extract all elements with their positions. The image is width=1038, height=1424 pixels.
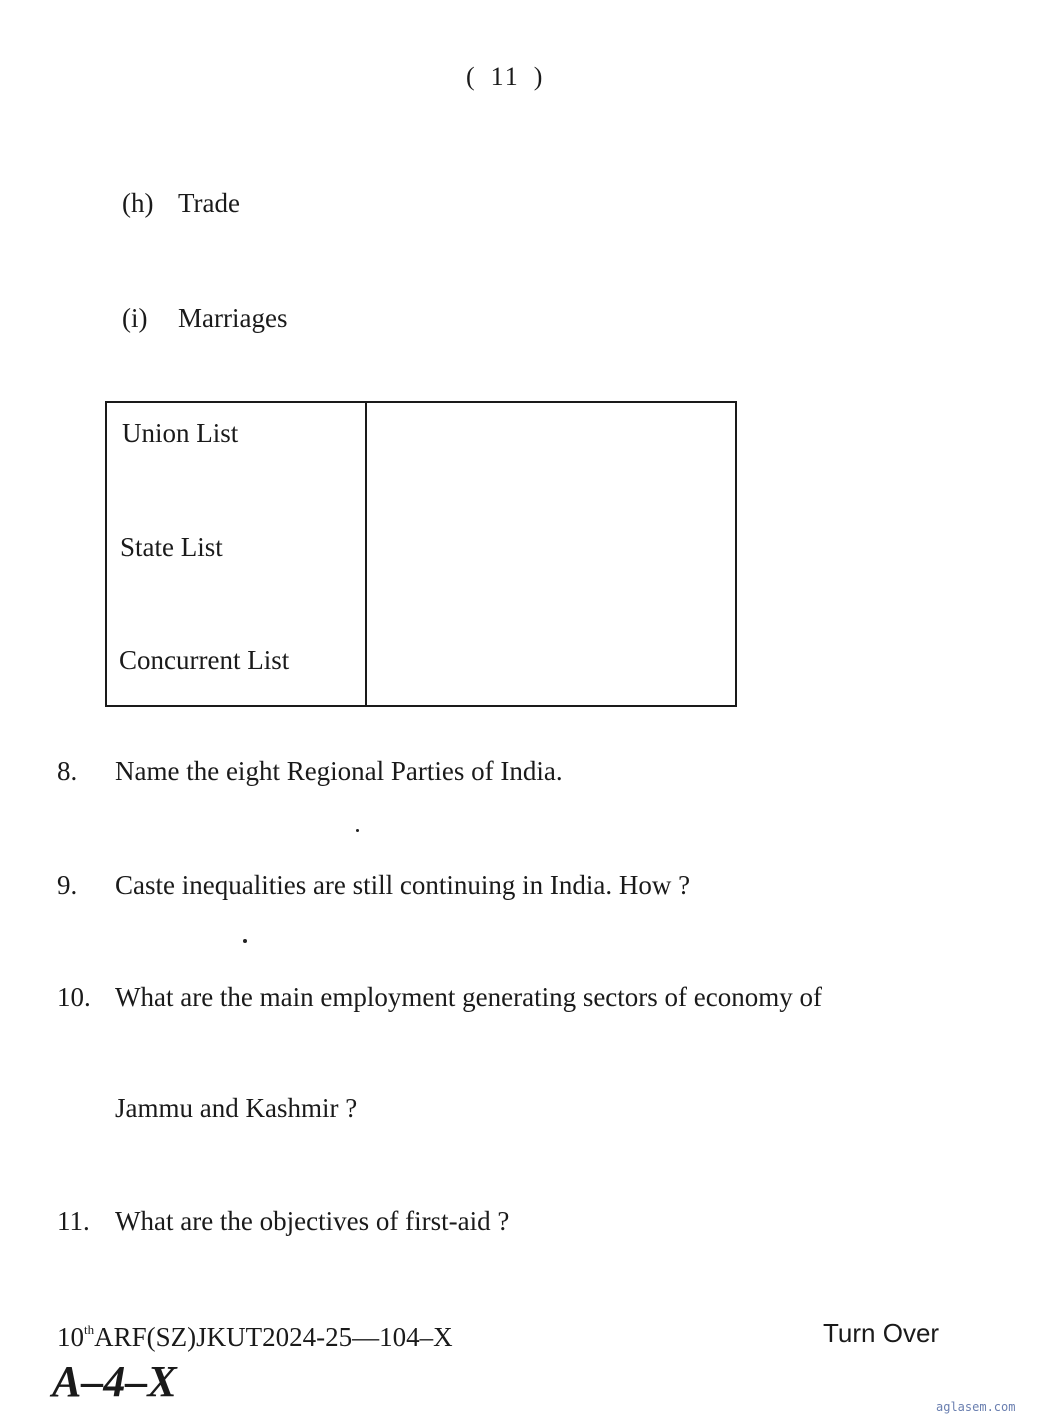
- question-text: Name the eight Regional Parties of India.: [115, 756, 563, 786]
- question-10: [57, 982, 822, 1013]
- question-9: [57, 870, 690, 901]
- question-text: What are the objectives of first-aid ?: [115, 1206, 510, 1236]
- sub-item-marker: (i): [122, 303, 148, 333]
- scan-speck: [356, 829, 359, 832]
- table-row-label-concurrent: Concurrent List: [119, 645, 290, 675]
- question-10-continuation: [115, 1093, 357, 1124]
- page-number-open: (: [466, 62, 477, 91]
- scan-speck: [243, 939, 247, 943]
- paper-code-prefix: 10: [57, 1322, 84, 1352]
- page-number-value: 11: [490, 62, 520, 91]
- question-11: [57, 1206, 509, 1237]
- sub-item-h: [122, 188, 240, 219]
- table-row-label-state: State List: [120, 532, 223, 562]
- watermark: aglasem.com: [936, 1400, 1016, 1414]
- question-number: 8.: [57, 756, 78, 786]
- question-number: 11.: [57, 1206, 90, 1236]
- paper-code: [57, 1322, 453, 1353]
- list-classification-table: [105, 401, 737, 707]
- question-text: What are the main employment generating sectors of economy of: [115, 982, 822, 1012]
- sub-item-marker: (h): [122, 188, 154, 218]
- paper-code-rest: ARF(SZ)JKUT2024-25—104–X: [94, 1322, 453, 1352]
- table-column-divider: [365, 403, 367, 705]
- question-text: Caste inequalities are still continuing in India. How ?: [115, 870, 691, 900]
- sub-item-text: Trade: [178, 188, 241, 218]
- paper-code-superscript: th: [84, 1322, 95, 1337]
- sub-item-i: [122, 303, 287, 334]
- question-8: [57, 756, 563, 787]
- question-number: 10.: [57, 982, 91, 1012]
- question-number: 9.: [57, 870, 78, 900]
- turn-over-label: Turn Over: [823, 1318, 940, 1348]
- series-code: A–4–X: [52, 1357, 177, 1406]
- table-row-label-union: Union List: [122, 418, 239, 448]
- sub-item-text: Marriages: [178, 303, 288, 333]
- page-number: [466, 62, 544, 92]
- page-number-close: ): [533, 62, 545, 91]
- question-text-continuation: Jammu and Kashmir ?: [115, 1093, 358, 1123]
